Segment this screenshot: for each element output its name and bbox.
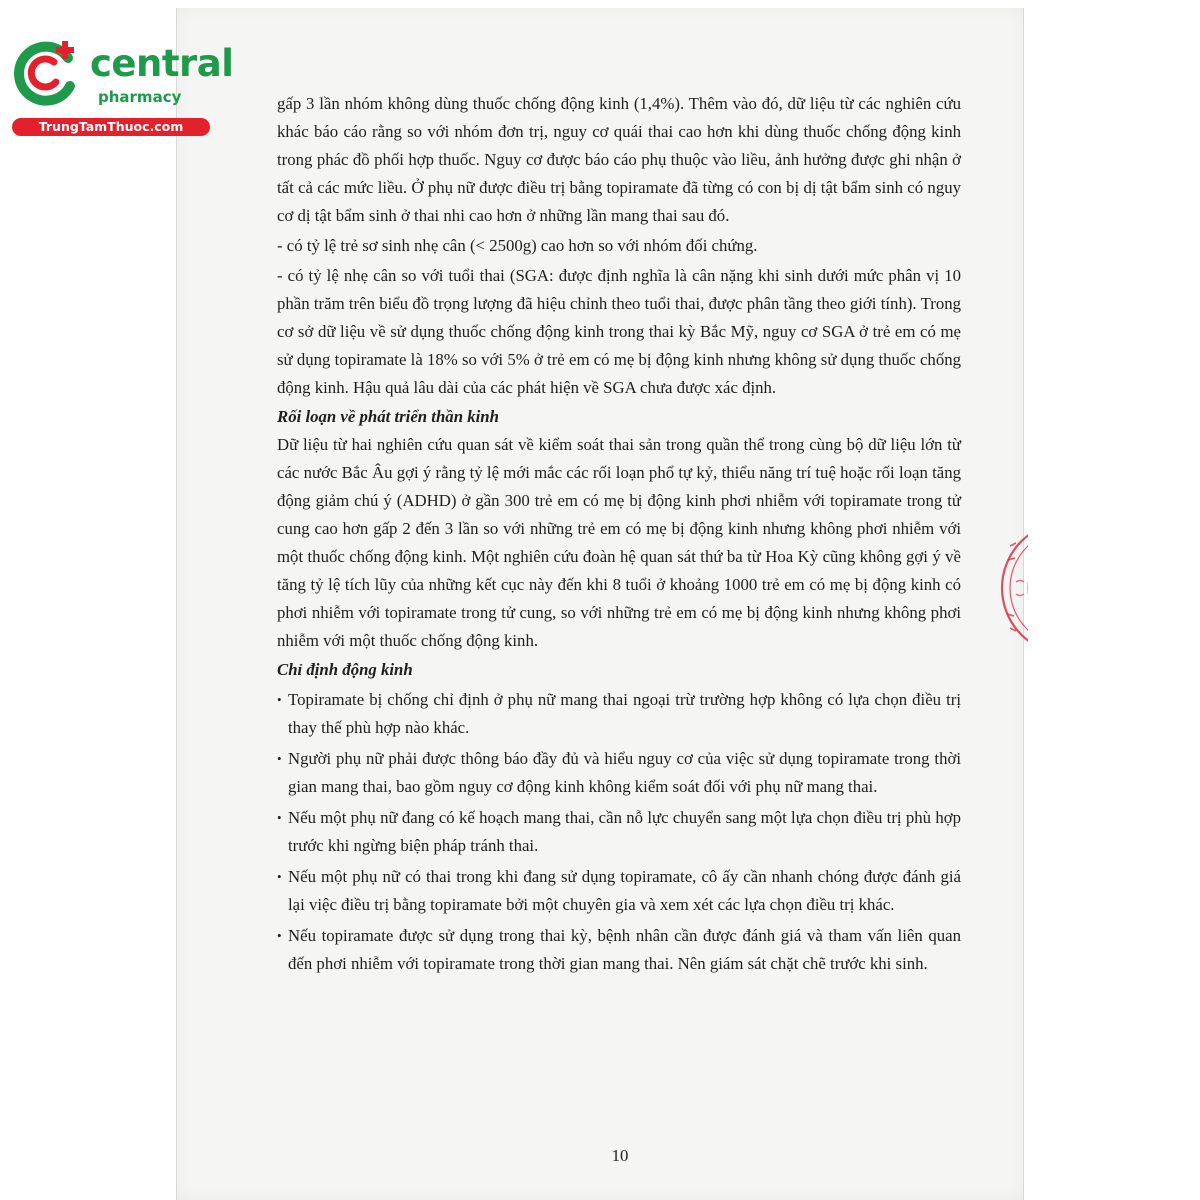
list-item: [277, 804, 961, 860]
bullet-icon: •: [277, 751, 282, 766]
list-item-text: Nếu topiramate được sử dụng trong thai kỳ, bệnh nhân cần được đánh giá và tham vấn liên quan đến phơi nhiễm với topiramate trong thời gian mang thai. Nên giám sát chặt chẽ trước khi sinh.: [288, 926, 961, 973]
list-item-text: Nếu một phụ nữ có thai trong khi đang sử dụng topiramate, cô ấy cần nhanh chóng được đánh giá lại việc điều trị bằng topiramate bởi một chuyên gia và xem xét các lựa chọn điều trị khác.: [288, 867, 961, 914]
page-number: 10: [611, 1146, 629, 1165]
logo-sub-text: pharmacy: [98, 88, 182, 106]
bullet-icon: •: [277, 692, 282, 707]
list-item: [277, 863, 961, 919]
list-item-text: Nếu một phụ nữ đang có kế hoạch mang thai, cần nỗ lực chuyển sang một lựa chọn điều trị phù hợp trước khi ngừng biện pháp tránh thai.: [288, 808, 961, 855]
heading-epilepsy-indication: Chỉ định động kinh: [277, 660, 413, 679]
document-body: [277, 90, 961, 981]
bullet-icon: •: [277, 869, 282, 884]
bullet-icon: •: [277, 810, 282, 825]
list-item-text: Người phụ nữ phải được thông báo đầy đủ và hiểu nguy cơ của việc sử dụng topiramate trong thời gian mang thai, bao gồm nguy cơ động kinh không kiểm soát đối với phụ nữ mang thai.: [288, 749, 961, 796]
paragraph-teratogenic-risk: gấp 3 lần nhóm không dùng thuốc chống động kinh (1,4%). Thêm vào đó, dữ liệu từ các nghiên cứu khác báo cáo rằng so với nhóm đơn trị, nguy cơ quái thai cao hơn khi dùng thuốc chống động kinh trong phác đồ phối hợp thuốc. Nguy cơ được báo cáo phụ thuộc vào liều, ảnh hưởng được ghi nhận ở tất cả các mức liều. Ở phụ nữ được điều trị bằng topiramate đã từng có con bị dị tật bẩm sinh có nguy cơ dị tật bẩm sinh ở thai nhi cao hơn ở những lần mang thai sau đó.: [277, 94, 961, 225]
list-item: [277, 922, 961, 978]
logo-url-banner[interactable]: TrungTamThuoc.com: [12, 118, 210, 136]
paragraph-neurodevelopment: Dữ liệu từ hai nghiên cứu quan sát về kiểm soát thai sản trong quần thể trong cùng bộ dữ liệu lớn từ các nước Bắc Âu gợi ý rằng tỷ lệ mới mắc các rối loạn phổ tự kỷ, thiểu năng trí tuệ hoặc rối loạn tăng động giảm chú ý (ADHD) ở gần 300 trẻ em có mẹ bị động kinh phơi nhiễm với topiramate trong tử cung cao hơn gấp 2 đến 3 lần so với những trẻ em có mẹ bị động kinh nhưng không phơi nhiễm với một thuốc chống động kinh. Một nghiên cứu đoàn hệ quan sát thứ ba từ Hoa Kỳ cũng không gợi ý về tăng tỷ lệ tích lũy của những kết cục này đến khi 8 tuổi ở khoảng 1000 trẻ em có mẹ bị động kinh có phơi nhiễm với topiramate trong tử cung, so với những trẻ em có mẹ bị động kinh nhưng không phơi nhiễm với một thuốc chống động kinh.: [277, 435, 961, 650]
list-item: [277, 686, 961, 742]
list-item: [277, 745, 961, 801]
bullet-icon: •: [277, 928, 282, 943]
pharmacy-cross-icon: [10, 38, 80, 108]
dash-item-sga: - có tỷ lệ nhẹ cân so với tuổi thai (SGA: được định nghĩa là cân nặng khi sinh dưới mức phân vị 10 phần trăm trên biểu đồ trọng lượng đã hiệu chỉnh theo tuổi thai, được phân tầng theo giới tính). Trong cơ sở dữ liệu về sử dụng thuốc chống động kinh trong thai kỳ Bắc Mỹ, nguy cơ SGA ở trẻ em có mẹ sử dụng topiramate là 18% so với 5% ở trẻ em có mẹ bị động kinh nhưng không sử dụng thuốc chống động kinh. Hậu quả lâu dài của các phát hiện về SGA chưa được xác định.: [277, 266, 961, 397]
dash-item-low-birth-weight: - có tỷ lệ trẻ sơ sinh nhẹ cân (< 2500g) cao hơn so với nhóm đối chứng.: [277, 236, 758, 255]
heading-neurodevelopment: Rối loạn về phát triển thần kinh: [277, 407, 499, 426]
bullet-list-epilepsy: [277, 686, 961, 978]
central-pharmacy-logo[interactable]: [10, 38, 234, 138]
list-item-text: Topiramate bị chống chỉ định ở phụ nữ mang thai ngoại trừ trường hợp không có lựa chọn điều trị thay thế phù hợp nào khác.: [288, 690, 961, 737]
partial-seal-icon: [996, 516, 1028, 660]
logo-brand-text: central: [90, 42, 234, 85]
